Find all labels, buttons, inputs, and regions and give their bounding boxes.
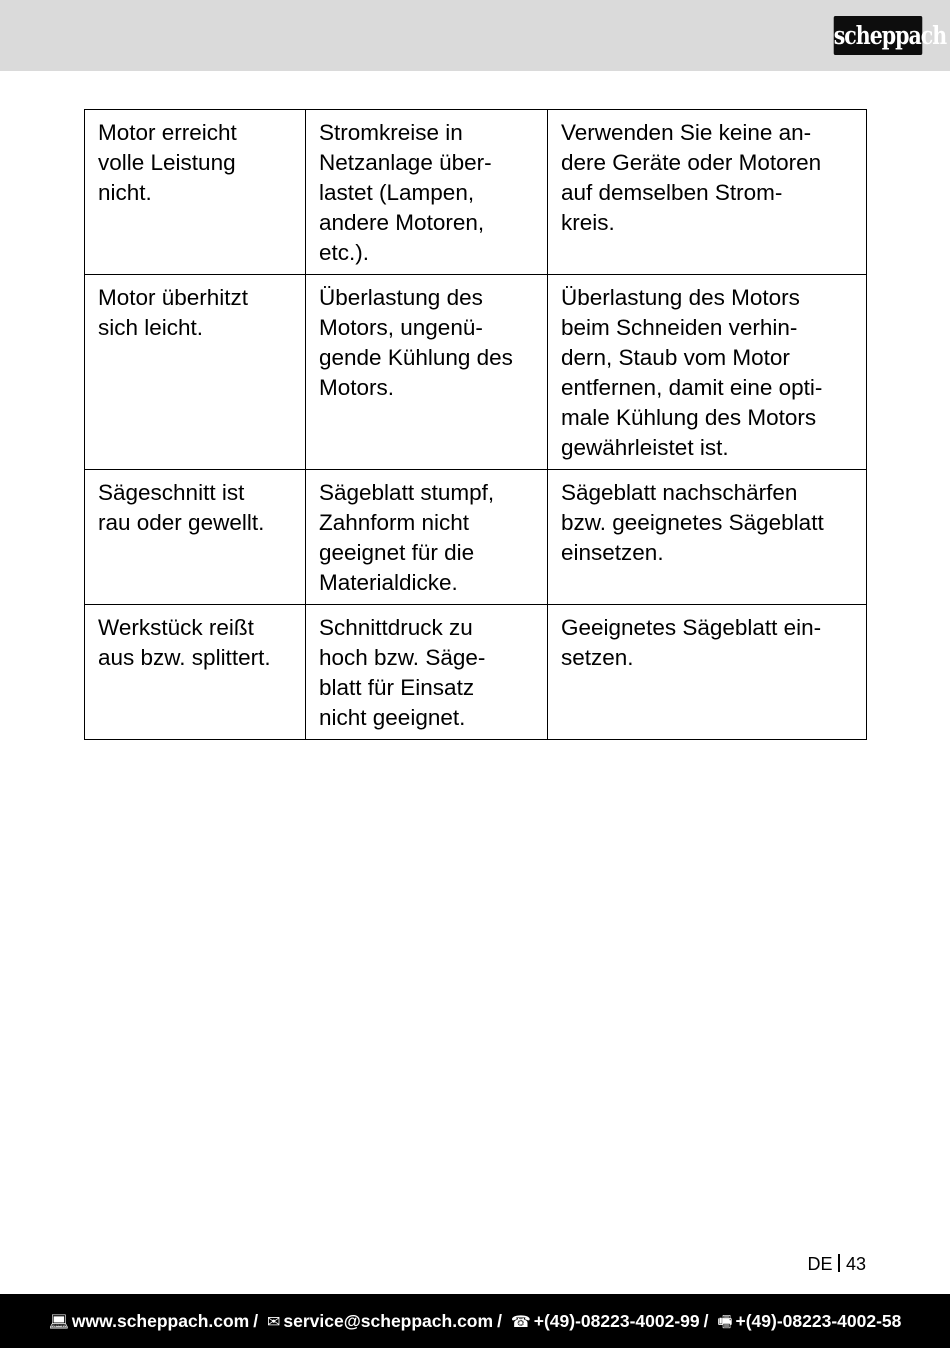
computer-icon: 💻︎ [48, 1314, 69, 1331]
fax-number: +(49)-08223-4002-58 [735, 1311, 902, 1331]
email-link[interactable]: service@scheppach.com [283, 1311, 494, 1331]
remedy-cell: Geeignetes Sägeblatt ein- setzen. [548, 605, 867, 740]
table-row [85, 470, 867, 605]
email-icon: ✉︎ [266, 1314, 281, 1331]
cause-cell: Schnittdruck zu hoch bzw. Säge- blatt für Einsatz nicht geeignet. [306, 605, 548, 740]
table-row [85, 275, 867, 470]
header-band [0, 0, 950, 71]
table-row [85, 605, 867, 740]
footer-separator: / [253, 1311, 259, 1331]
remedy-cell: Überlastung des Motors beim Schneiden verhin- dern, Staub vom Motor entfernen, damit eine opti- male Kühlung des Motors gewährleistet ist. [548, 275, 867, 470]
table-row [85, 110, 867, 275]
fax-icon: 🖷︎ [717, 1314, 733, 1331]
language-code: DE [807, 1254, 833, 1274]
footer-separator: / [703, 1311, 709, 1331]
remedy-cell: Sägeblatt nachschärfen bzw. geeignetes Sägeblatt einsetzen. [548, 470, 867, 605]
cause-cell: Sägeblatt stumpf, Zahnform nicht geeignet für die Materialdicke. [306, 470, 548, 605]
problem-cell: Motor überhitzt sich leicht. [85, 275, 306, 470]
page-number [807, 1253, 866, 1275]
problem-cell: Werkstück reißt aus bzw. splittert. [85, 605, 306, 740]
problem-cell: Sägeschnitt ist rau oder gewellt. [85, 470, 306, 605]
page-number-divider [838, 1254, 840, 1272]
cause-cell: Stromkreise in Netzanlage über- lastet (Lampen, andere Motoren, etc.). [306, 110, 548, 275]
footer-separator: / [497, 1311, 502, 1331]
phone-icon: ☎︎ [510, 1314, 531, 1331]
problem-cell: Motor erreicht volle Leistung nicht. [85, 110, 306, 275]
cause-cell: Überlastung des Motors, ungenü- gende Kühlung des Motors. [306, 275, 548, 470]
contact-footer [0, 1294, 950, 1348]
troubleshooting-table [84, 109, 867, 740]
page-number-value: 43 [845, 1254, 866, 1274]
phone-number: +(49)-08223-4002-99 [533, 1311, 700, 1331]
website-link[interactable]: www.scheppach.com [71, 1311, 250, 1331]
brand-logo: scheppach [834, 16, 923, 55]
remedy-cell: Verwenden Sie keine an- dere Geräte oder Motoren auf demselben Strom- kreis. [548, 110, 867, 275]
